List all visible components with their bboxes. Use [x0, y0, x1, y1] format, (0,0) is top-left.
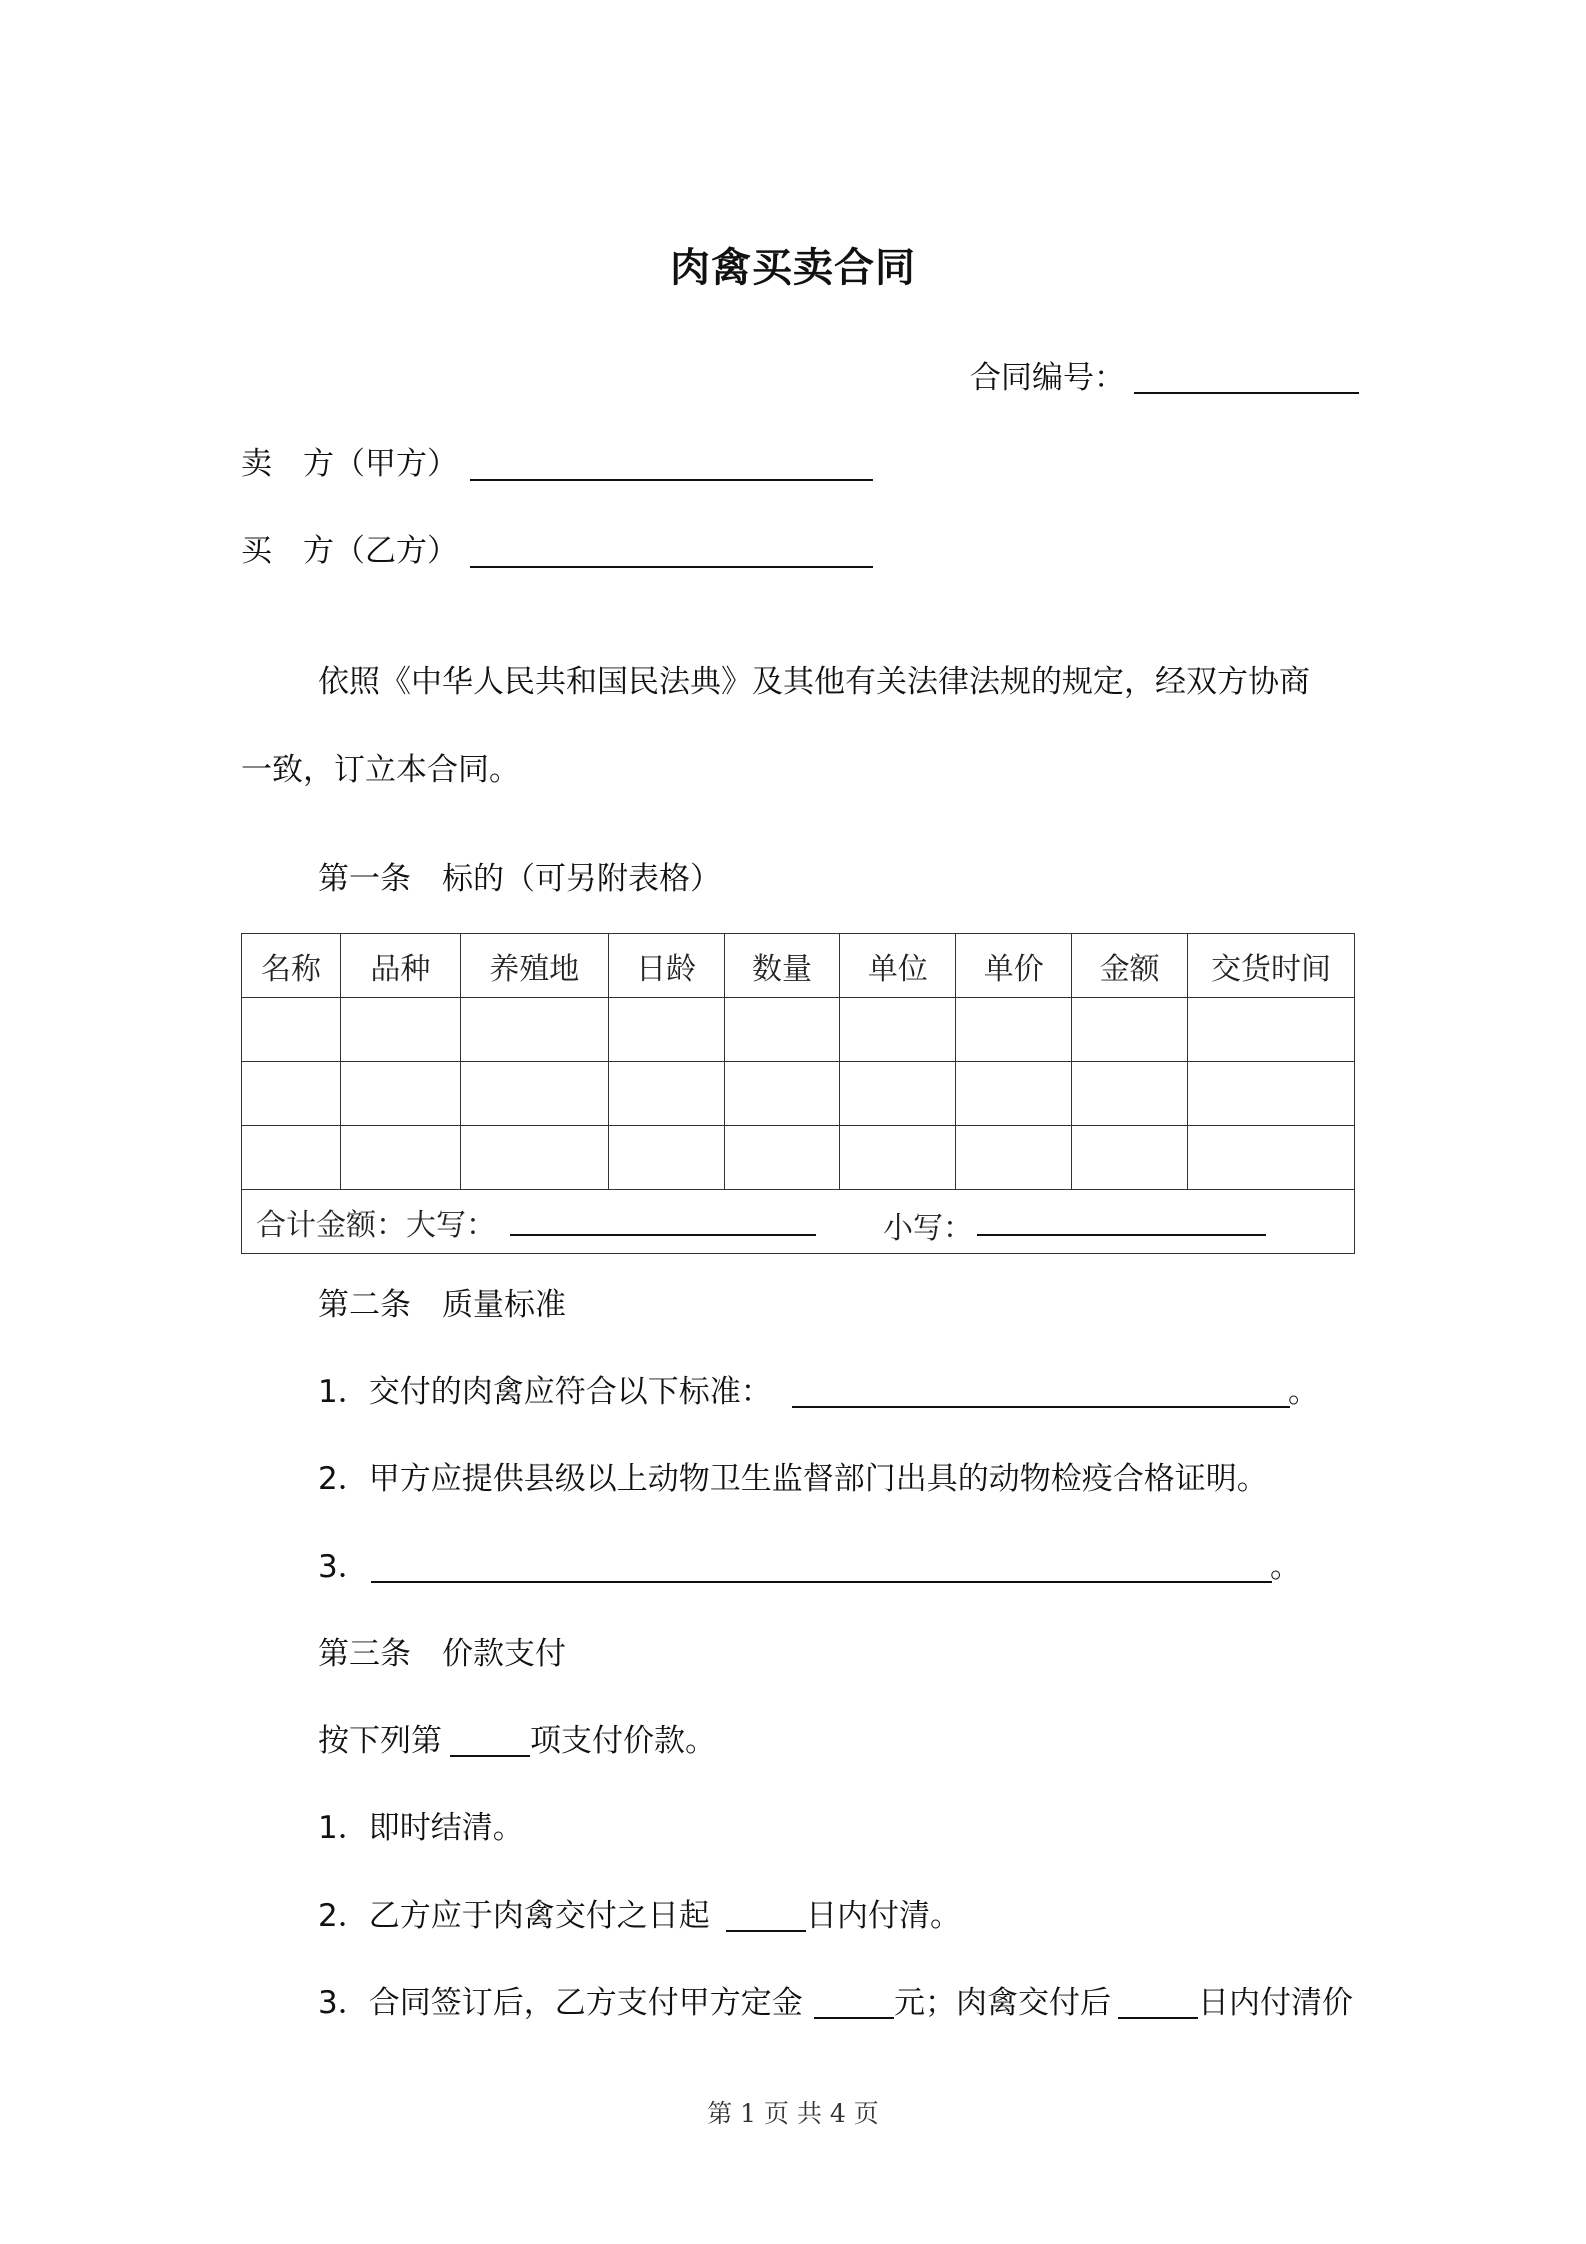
table-cell[interactable] — [242, 1126, 341, 1190]
article2-item2: 2．甲方应提供县级以上动物卫生监督部门出具的动物检疫合格证明。 — [318, 1461, 1268, 1497]
table-cell[interactable] — [460, 998, 608, 1062]
article2-item1-end: 。 — [1288, 1374, 1319, 1410]
column-header: 单价 — [956, 934, 1072, 998]
article2-item3-end: 。 — [1270, 1549, 1301, 1585]
payment-intro-a: 按下列第 — [318, 1723, 442, 1759]
payment-option-blank[interactable] — [450, 1755, 530, 1757]
column-header: 名称 — [242, 934, 341, 998]
table-cell[interactable] — [724, 1126, 840, 1190]
table-cell[interactable] — [956, 1126, 1072, 1190]
table-cell[interactable] — [608, 1062, 724, 1126]
item3-blank[interactable] — [371, 1581, 1272, 1583]
article2-heading: 第二条 质量标准 — [318, 1287, 566, 1323]
article2-item1: 1．交付的肉禽应符合以下标准： — [318, 1374, 772, 1410]
table-cell[interactable] — [840, 1062, 956, 1126]
table-cell[interactable] — [724, 1062, 840, 1126]
article3-item3-b: 元；肉禽交付后 — [894, 1985, 1111, 2021]
total-cell — [242, 1190, 1355, 1254]
article1-heading: 第一条 标的（可另附表格） — [318, 861, 721, 897]
small-label: 小写： — [883, 1211, 973, 1246]
table-cell[interactable] — [242, 998, 341, 1062]
column-header: 日龄 — [608, 934, 724, 998]
seller-label: 卖 方（甲方） — [241, 446, 458, 482]
column-header: 单位 — [840, 934, 956, 998]
table-row — [242, 1062, 1355, 1126]
table-cell[interactable] — [1188, 1062, 1355, 1126]
article2-item3: 3． — [318, 1549, 369, 1585]
article3-item2-a: 2．乙方应于肉禽交付之日起 — [318, 1898, 710, 1934]
table-cell[interactable] — [1072, 1126, 1188, 1190]
table-cell[interactable] — [840, 998, 956, 1062]
table-cell[interactable] — [460, 1062, 608, 1126]
table-header-row — [242, 934, 1355, 998]
intro-line-1: 依照《中华人民共和国民法典》及其他有关法律法规的规定，经双方协商 — [318, 664, 1310, 700]
column-header: 数量 — [724, 934, 840, 998]
table-cell[interactable] — [1072, 1062, 1188, 1126]
items-table — [241, 933, 1355, 1254]
table-cell[interactable] — [340, 998, 460, 1062]
total-figures-blank[interactable] — [977, 1234, 1266, 1236]
column-header: 金额 — [1072, 934, 1188, 998]
table-cell[interactable] — [242, 1062, 341, 1126]
seller-blank[interactable] — [470, 479, 873, 481]
article3-heading: 第三条 价款支付 — [318, 1636, 566, 1672]
article3-item1: 1．即时结清。 — [318, 1810, 524, 1846]
quality-standard-blank[interactable] — [792, 1406, 1290, 1408]
table-cell[interactable] — [1188, 1126, 1355, 1190]
table-cell[interactable] — [840, 1126, 956, 1190]
table-cell[interactable] — [956, 1062, 1072, 1126]
page-footer: 第 1 页 共 4 页 — [707, 2099, 879, 2128]
buyer-blank[interactable] — [470, 566, 873, 568]
total-label: 合计金额：大写： — [256, 1207, 496, 1243]
total-words-blank[interactable] — [510, 1234, 816, 1236]
table-cell[interactable] — [1072, 998, 1188, 1062]
payment-intro-b: 项支付价款。 — [530, 1723, 716, 1759]
table-cell[interactable] — [1188, 998, 1355, 1062]
column-header: 品种 — [340, 934, 460, 998]
table-cell[interactable] — [340, 1126, 460, 1190]
contract-number-blank[interactable] — [1134, 392, 1359, 394]
payment-days-blank[interactable] — [726, 1930, 806, 1932]
intro-line-2: 一致，订立本合同。 — [241, 752, 520, 788]
buyer-label: 买 方（乙方） — [241, 533, 458, 569]
article3-item3-c: 日内付清价 — [1198, 1985, 1353, 2021]
column-header: 交货时间 — [1188, 934, 1355, 998]
article3-item2-b: 日内付清。 — [806, 1898, 961, 1934]
table-cell[interactable] — [724, 998, 840, 1062]
table-cell[interactable] — [608, 1126, 724, 1190]
table-cell[interactable] — [608, 998, 724, 1062]
table-row — [242, 1126, 1355, 1190]
table-cell[interactable] — [340, 1062, 460, 1126]
deposit-blank[interactable] — [814, 2017, 894, 2019]
table-row — [242, 998, 1355, 1062]
total-row — [242, 1190, 1355, 1254]
contract-number-label: 合同编号： — [970, 360, 1125, 396]
column-header: 养殖地 — [460, 934, 608, 998]
table-cell[interactable] — [460, 1126, 608, 1190]
balance-days-blank[interactable] — [1118, 2017, 1198, 2019]
table-cell[interactable] — [956, 998, 1072, 1062]
document-title: 肉禽买卖合同 — [670, 245, 916, 291]
article3-item3-a: 3．合同签订后，乙方支付甲方定金 — [318, 1985, 803, 2021]
